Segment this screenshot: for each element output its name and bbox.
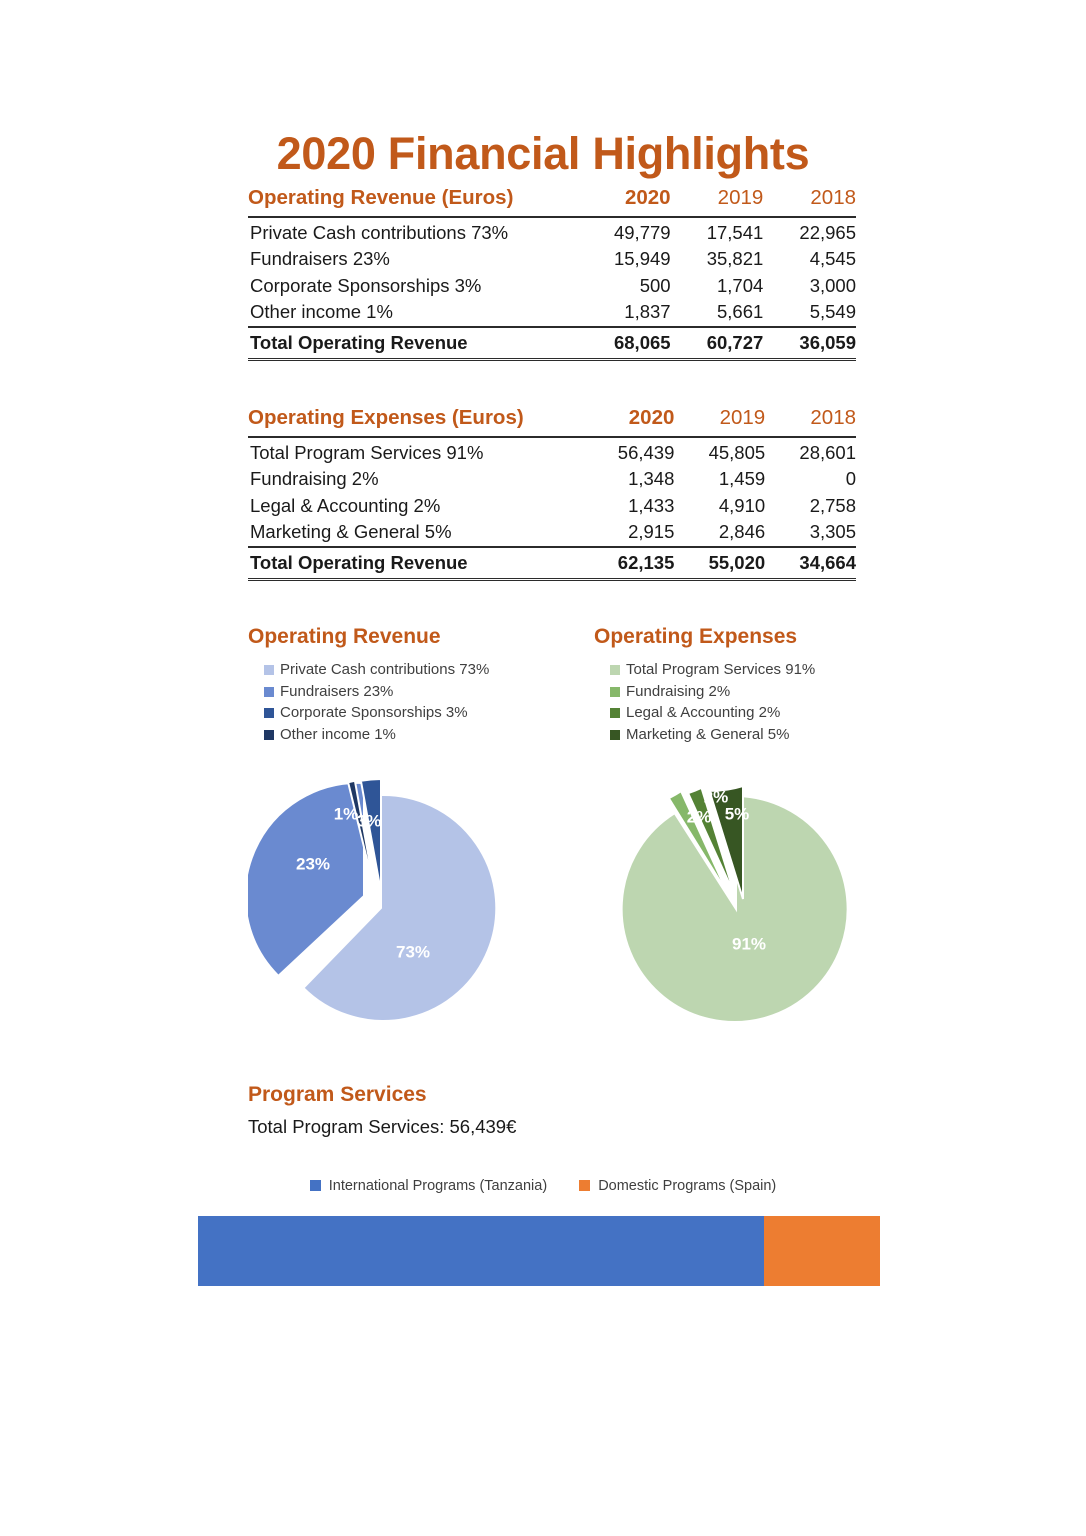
expenses-col-2020: 2020 (584, 406, 675, 437)
table-row (248, 217, 856, 247)
cell-2019: 35,821 (706, 248, 764, 270)
pie-label-73: 73% (395, 942, 431, 962)
row-label: Fundraisers 23% (250, 248, 390, 270)
expenses-chart-legend (594, 659, 914, 745)
cell-2020: 56,439 (617, 441, 675, 463)
legend-item (610, 702, 914, 724)
cell-2019: 5,661 (716, 301, 764, 323)
expenses-pie-svg (594, 772, 894, 1022)
total-2020: 62,135 (584, 547, 675, 580)
legend-label: Fundraisers 23% (280, 682, 394, 700)
table-header-row (248, 406, 856, 437)
cell-2019: 45,805 (708, 441, 766, 463)
bar-segment-domestic (764, 1216, 880, 1286)
legend-item (610, 681, 914, 703)
pie-label-91: 91% (731, 934, 767, 954)
cell-2018: 4,545 (809, 248, 856, 270)
legend-swatch-icon (610, 665, 620, 675)
cell-2020: 2,915 (628, 521, 675, 543)
total-2018: 34,664 (765, 547, 856, 580)
table-row (248, 273, 856, 300)
legend-label: Marketing & General 5% (626, 725, 790, 743)
cell-2018: 2,758 (809, 494, 856, 516)
legend-swatch-icon (579, 1180, 590, 1191)
legend-label: Corporate Sponsorships 3% (280, 704, 468, 722)
cell-2020: 500 (639, 274, 671, 296)
cell-2018: 3,305 (809, 521, 856, 543)
table-row (248, 519, 856, 547)
cell-2018: 28,601 (799, 441, 856, 463)
row-label: Corporate Sponsorships 3% (250, 274, 482, 296)
cell-2019: 1,459 (718, 468, 766, 490)
legend-label: Total Program Services 91% (626, 661, 816, 679)
pie-label-marketing-5: 5% (724, 804, 750, 824)
legend-swatch-icon (264, 687, 274, 697)
legend-item (264, 681, 568, 703)
row-label: Fundraising 2% (250, 468, 379, 490)
row-label: Other income 1% (250, 301, 393, 323)
cell-2020: 49,779 (613, 221, 671, 243)
total-2018: 36,059 (763, 327, 856, 360)
bar-segment-international (198, 1216, 764, 1286)
legend-swatch-icon (610, 687, 620, 697)
cell-2019: 2,846 (718, 521, 766, 543)
total-2020: 68,065 (578, 327, 671, 360)
cell-2018: 22,965 (799, 221, 856, 243)
cell-2019: 17,541 (706, 221, 764, 243)
expenses-table-caption: Operating Expenses (Euros) (248, 406, 584, 437)
expenses-pie (594, 772, 914, 1032)
table-row (248, 437, 856, 467)
revenue-total-row (248, 327, 856, 360)
table-row (248, 299, 856, 327)
expenses-col-2019: 2019 (674, 406, 765, 437)
legend-item (610, 724, 914, 746)
legend-label: International Programs (Tanzania) (328, 1178, 548, 1194)
revenue-chart-legend (248, 659, 568, 745)
revenue-col-2018: 2018 (763, 186, 856, 217)
legend-swatch-icon (264, 708, 274, 718)
cell-2020: 1,348 (628, 468, 675, 490)
legend-item (264, 702, 568, 724)
revenue-col-2019: 2019 (671, 186, 764, 217)
legend-label: Fundraising 2% (626, 682, 731, 700)
cell-2018: 0 (845, 468, 856, 490)
expenses-total-row (248, 547, 856, 580)
total-label: Total Operating Revenue (248, 327, 578, 360)
legend-item (264, 724, 568, 746)
cell-2019: 1,704 (716, 274, 764, 296)
table-row (248, 493, 856, 520)
total-2019: 60,727 (671, 327, 764, 360)
revenue-table-caption: Operating Revenue (Euros) (248, 186, 578, 217)
row-label: Private Cash contributions 73% (250, 221, 509, 243)
page-title: 2020 Financial Highlights (276, 128, 810, 180)
revenue-chart-title: Operating Revenue (248, 625, 441, 648)
pie-label-1: 1% (333, 804, 359, 824)
row-label: Total Program Services 91% (250, 441, 484, 463)
legend-label: Other income 1% (280, 725, 396, 743)
operating-expenses-chart (594, 624, 914, 954)
legend-item (610, 659, 914, 681)
legend-item-domestic (579, 1178, 776, 1194)
revenue-pie-svg (248, 772, 548, 1022)
operating-revenue-table (248, 186, 856, 361)
pie-label-23: 23% (295, 854, 331, 874)
total-label: Total Operating Revenue (248, 547, 584, 580)
revenue-col-2020: 2020 (578, 186, 671, 217)
program-services-title: Program Services (248, 1083, 427, 1106)
legend-label: Private Cash contributions 73% (280, 661, 490, 679)
legend-swatch-icon (610, 730, 620, 740)
table-row (248, 246, 856, 273)
cell-2020: 1,433 (628, 494, 675, 516)
total-2019: 55,020 (674, 547, 765, 580)
legend-swatch-icon (264, 730, 274, 740)
cell-2018: 3,000 (809, 274, 856, 296)
table-header-row (248, 186, 856, 217)
pie-label-3: 3% (356, 811, 382, 831)
legend-item (264, 659, 568, 681)
legend-label: Domestic Programs (Spain) (598, 1178, 777, 1194)
program-bar-legend (0, 1178, 1086, 1194)
program-services-total: Total Program Services: 56,439€ (248, 1116, 517, 1138)
legend-item-international (310, 1178, 547, 1194)
cell-2019: 4,910 (718, 494, 766, 516)
legend-swatch-icon (264, 665, 274, 675)
pie-label-legal-2: 2% (703, 787, 729, 807)
program-services-stacked-bar (198, 1216, 880, 1286)
row-label: Legal & Accounting 2% (250, 494, 441, 516)
legend-swatch-icon (310, 1180, 321, 1191)
legend-swatch-icon (610, 708, 620, 718)
row-label: Marketing & General 5% (250, 521, 452, 543)
cell-2018: 5,549 (809, 301, 856, 323)
cell-2020: 1,837 (624, 301, 671, 323)
legend-label: Legal & Accounting 2% (626, 704, 781, 722)
operating-revenue-chart (248, 624, 568, 962)
revenue-pie (248, 772, 568, 1032)
table-row (248, 466, 856, 493)
expenses-chart-title: Operating Expenses (594, 625, 798, 648)
expenses-col-2018: 2018 (765, 406, 856, 437)
pie-label-fundraising-2: 2% (686, 807, 712, 827)
operating-expenses-table (248, 406, 856, 581)
program-services-section (248, 1082, 888, 1139)
cell-2020: 15,949 (613, 248, 671, 270)
